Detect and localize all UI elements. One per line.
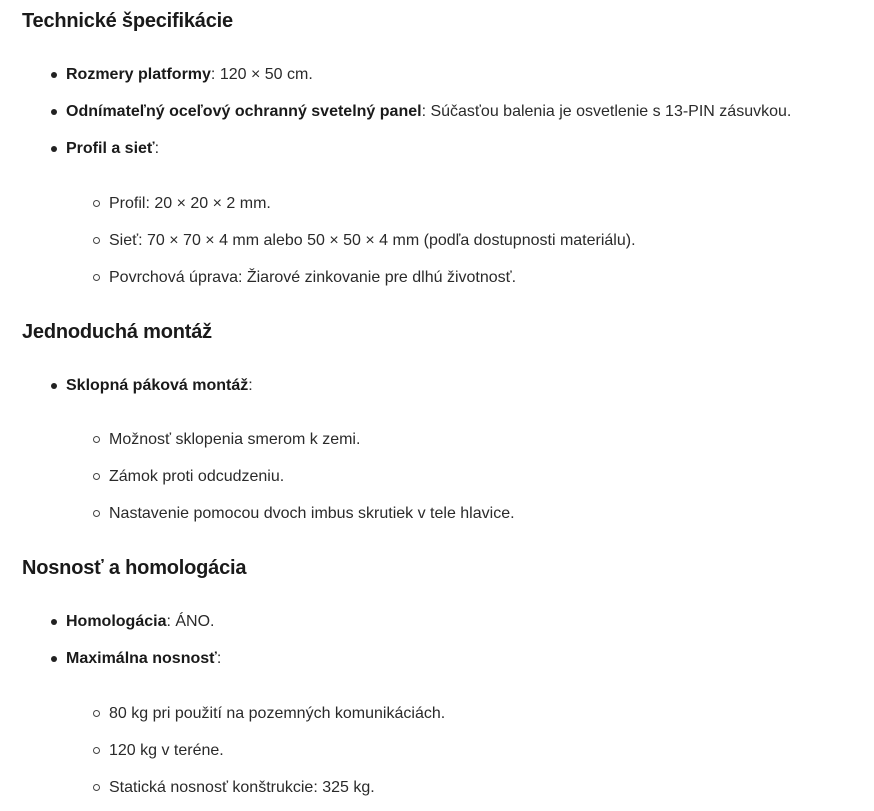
sub-list-item bbox=[109, 231, 636, 251]
list-item-lever-mounting bbox=[66, 376, 253, 396]
sub-item-text: Povrchová úprava: Žiarové zinkovanie pre dlhú životnosť. bbox=[109, 269, 517, 286]
section-title-capacity-homologation: Nosnosť a homologácia bbox=[22, 557, 247, 579]
sub-item-text: Sieť: 70 × 70 × 4 mm alebo 50 × 50 × 4 mm (podľa dostupnosti materiálu). bbox=[109, 232, 636, 249]
section-title-technical-specs: Technické špecifikácie bbox=[22, 10, 233, 32]
bullet-dot-icon bbox=[51, 619, 57, 625]
sub-list-item bbox=[109, 430, 360, 450]
item-label: Rozmery platformy bbox=[66, 66, 211, 83]
item-label: Profil a sieť bbox=[66, 140, 155, 157]
bullet-circle-icon bbox=[93, 237, 100, 244]
item-text: : bbox=[248, 377, 253, 394]
sub-list-item bbox=[109, 741, 224, 761]
list-item-light-panel bbox=[66, 102, 791, 122]
bullet-dot-icon bbox=[51, 656, 57, 662]
sub-item-text: Statická nosnosť konštrukcie: 325 kg. bbox=[109, 779, 375, 796]
sub-item-text: Možnosť sklopenia smerom k zemi. bbox=[109, 431, 361, 448]
sub-list-item bbox=[109, 504, 515, 524]
item-label: Odnímateľný oceľový ochranný svetelný panel bbox=[66, 103, 422, 120]
item-label: Homologácia bbox=[66, 613, 167, 630]
sub-item-text: Nastavenie pomocou dvoch imbus skrutiek v tele hlavice. bbox=[109, 505, 515, 522]
sub-list-item bbox=[109, 704, 445, 724]
bullet-dot-icon bbox=[51, 146, 57, 152]
list-item-platform-dimensions bbox=[66, 65, 313, 85]
list-item-homologation bbox=[66, 612, 214, 632]
bullet-circle-icon bbox=[93, 747, 100, 754]
item-text: : bbox=[154, 140, 160, 157]
bullet-circle-icon bbox=[93, 200, 100, 207]
list-item-profile-and-mesh bbox=[66, 139, 159, 159]
bullet-dot-icon bbox=[51, 383, 57, 389]
bullet-dot-icon bbox=[51, 109, 57, 115]
bullet-circle-icon bbox=[93, 436, 100, 443]
sub-item-text: Zámok proti odcudzeniu. bbox=[109, 468, 285, 485]
sub-item-text: 120 kg v teréne. bbox=[109, 742, 224, 759]
sub-list-item bbox=[109, 268, 516, 288]
sub-item-text: 80 kg pri použití na pozemných komunikáciách. bbox=[109, 705, 446, 722]
bullet-circle-icon bbox=[93, 710, 100, 717]
bullet-circle-icon bbox=[93, 784, 100, 791]
section-title-easy-mounting: Jednoduchá montáž bbox=[22, 321, 212, 343]
sub-list-item bbox=[109, 778, 375, 798]
item-label: Maximálna nosnosť bbox=[66, 650, 217, 667]
sub-item-text: Profil: 20 × 20 × 2 mm. bbox=[109, 195, 271, 212]
bullet-dot-icon bbox=[51, 72, 57, 78]
bullet-circle-icon bbox=[93, 274, 100, 281]
item-text: : bbox=[216, 650, 222, 667]
item-text: : 120 × 50 cm. bbox=[210, 66, 313, 83]
item-text: : Súčasťou balenia je osvetlenie s 13-PIN zásuvkou. bbox=[421, 103, 792, 120]
bullet-circle-icon bbox=[93, 510, 100, 517]
sub-list-item bbox=[109, 194, 271, 214]
bullet-circle-icon bbox=[93, 473, 100, 480]
item-text: : ÁNO. bbox=[166, 613, 215, 630]
list-item-max-capacity bbox=[66, 649, 221, 669]
sub-list-item bbox=[109, 467, 284, 487]
item-label: Sklopná páková montáž bbox=[66, 377, 249, 394]
